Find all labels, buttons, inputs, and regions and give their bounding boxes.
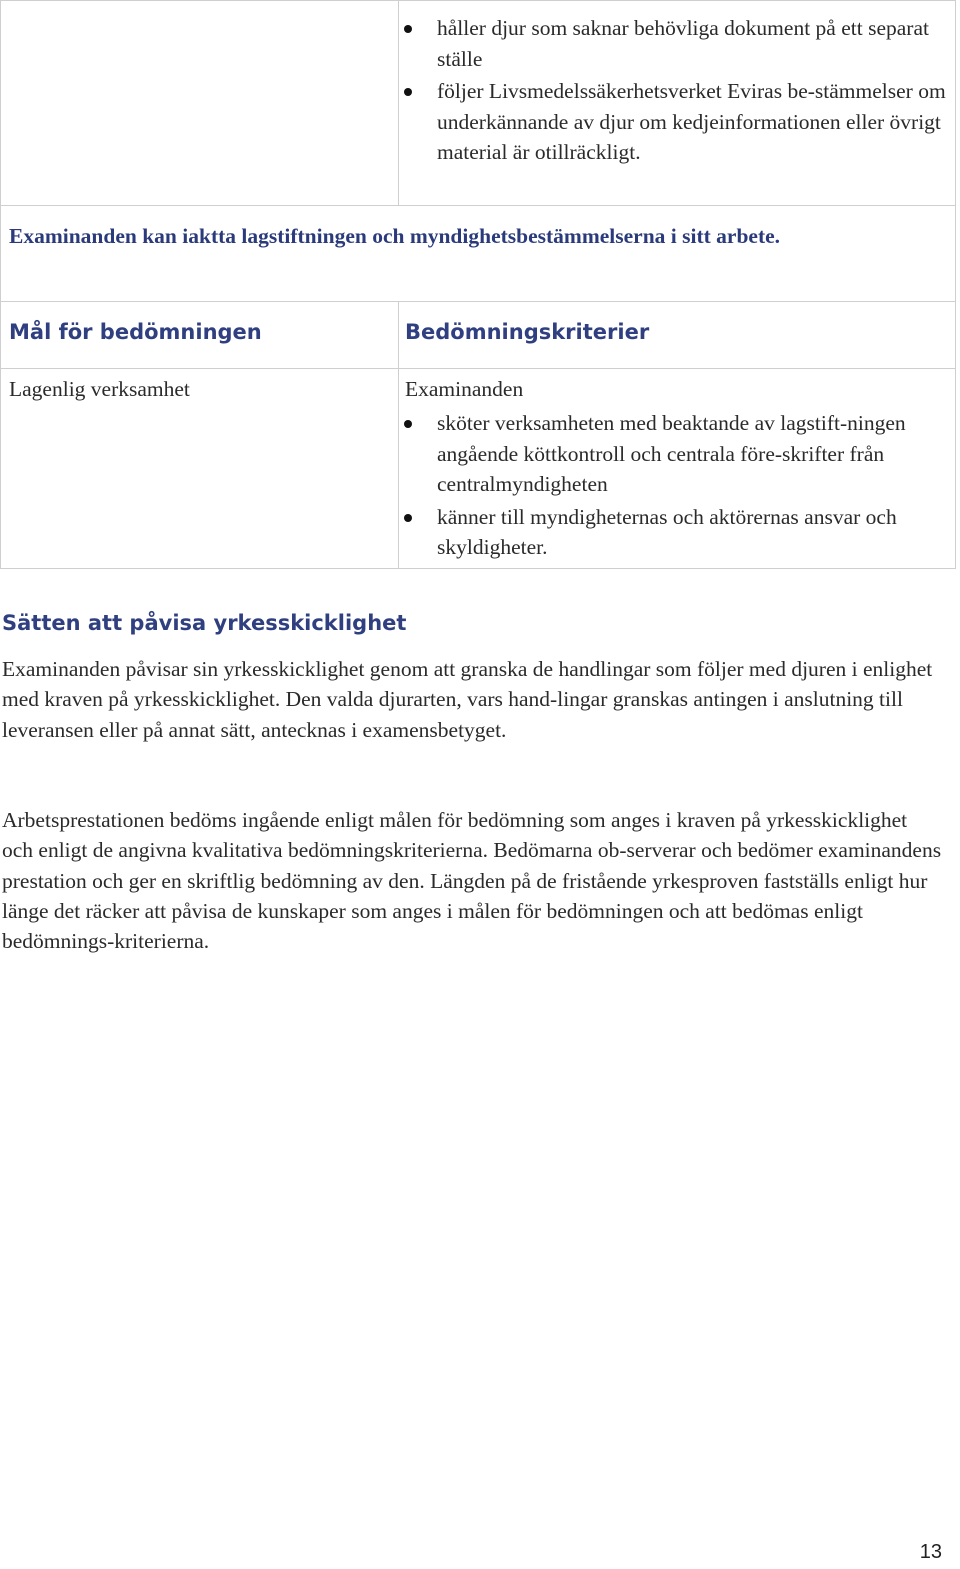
top-bullet-list: [401, 13, 953, 168]
criteria-bullet-list: [401, 408, 953, 563]
top-table-row-line: [1, 205, 955, 206]
list-item: känner till myndigheternas och aktörernas ansvar och skyldigheter.: [401, 502, 953, 563]
list-item: följer Livsmedelssäkerhetsverket Eviras be-stämmelser om underkännande av djur om kedjeinformationen eller övrigt material är otillräckligt.: [401, 76, 953, 168]
section-paragraph-2: Arbetsprestationen bedöms ingående enligt målen för bedömning som anges i kraven på yrkesskicklighet och enligt de angivna kvalitativa bedömningskriterierna. Bedömarna ob-serverar och bedömer examinandens prestation och ger en skriftlig bedömning av den. Längden på de fristående yrkesproven fastställs enligt hur länge det räcker att påvisa de kunskaper som anges i målen för bedömningen och att bedömas enligt bedömnings-kriterierna.: [2, 808, 942, 954]
top-table-divider: [398, 1, 399, 205]
criteria-table-divider: [398, 302, 399, 568]
list-item: håller djur som saknar behövliga dokument på ett separat ställe: [401, 13, 953, 74]
top-table: [0, 0, 956, 302]
criteria-table: [0, 301, 956, 569]
criteria-col1-header: Mål för bedömningen: [9, 320, 262, 344]
section-heading: Sätten att påvisa yrkesskicklighet: [2, 611, 407, 635]
page-number: 13: [919, 1541, 942, 1563]
section-goal: Examinanden kan iaktta lagstiftningen och myndighetsbestämmelserna i sitt arbete.: [9, 224, 781, 248]
criteria-col2-header: Bedömningskriterier: [405, 320, 650, 344]
criteria-col2-intro: Examinanden: [405, 377, 524, 401]
criteria-col1-value: Lagenlig verksamhet: [9, 377, 190, 401]
section-paragraph-1: Examinanden påvisar sin yrkesskicklighet genom att granska de handlingar som följer med djuren i enlighet med kraven på yrkesskicklighet. Den valda djurarten, vars hand-lingar granskas antingen i anslutning till leveransen eller på annat sätt, antecknas i examensbetyget.: [2, 657, 933, 742]
criteria-header-line: [1, 368, 955, 369]
list-item: sköter verksamheten med beaktande av lagstift-ningen angående köttkontroll och centrala före-skrifter från centralmyndigheten: [401, 408, 953, 500]
